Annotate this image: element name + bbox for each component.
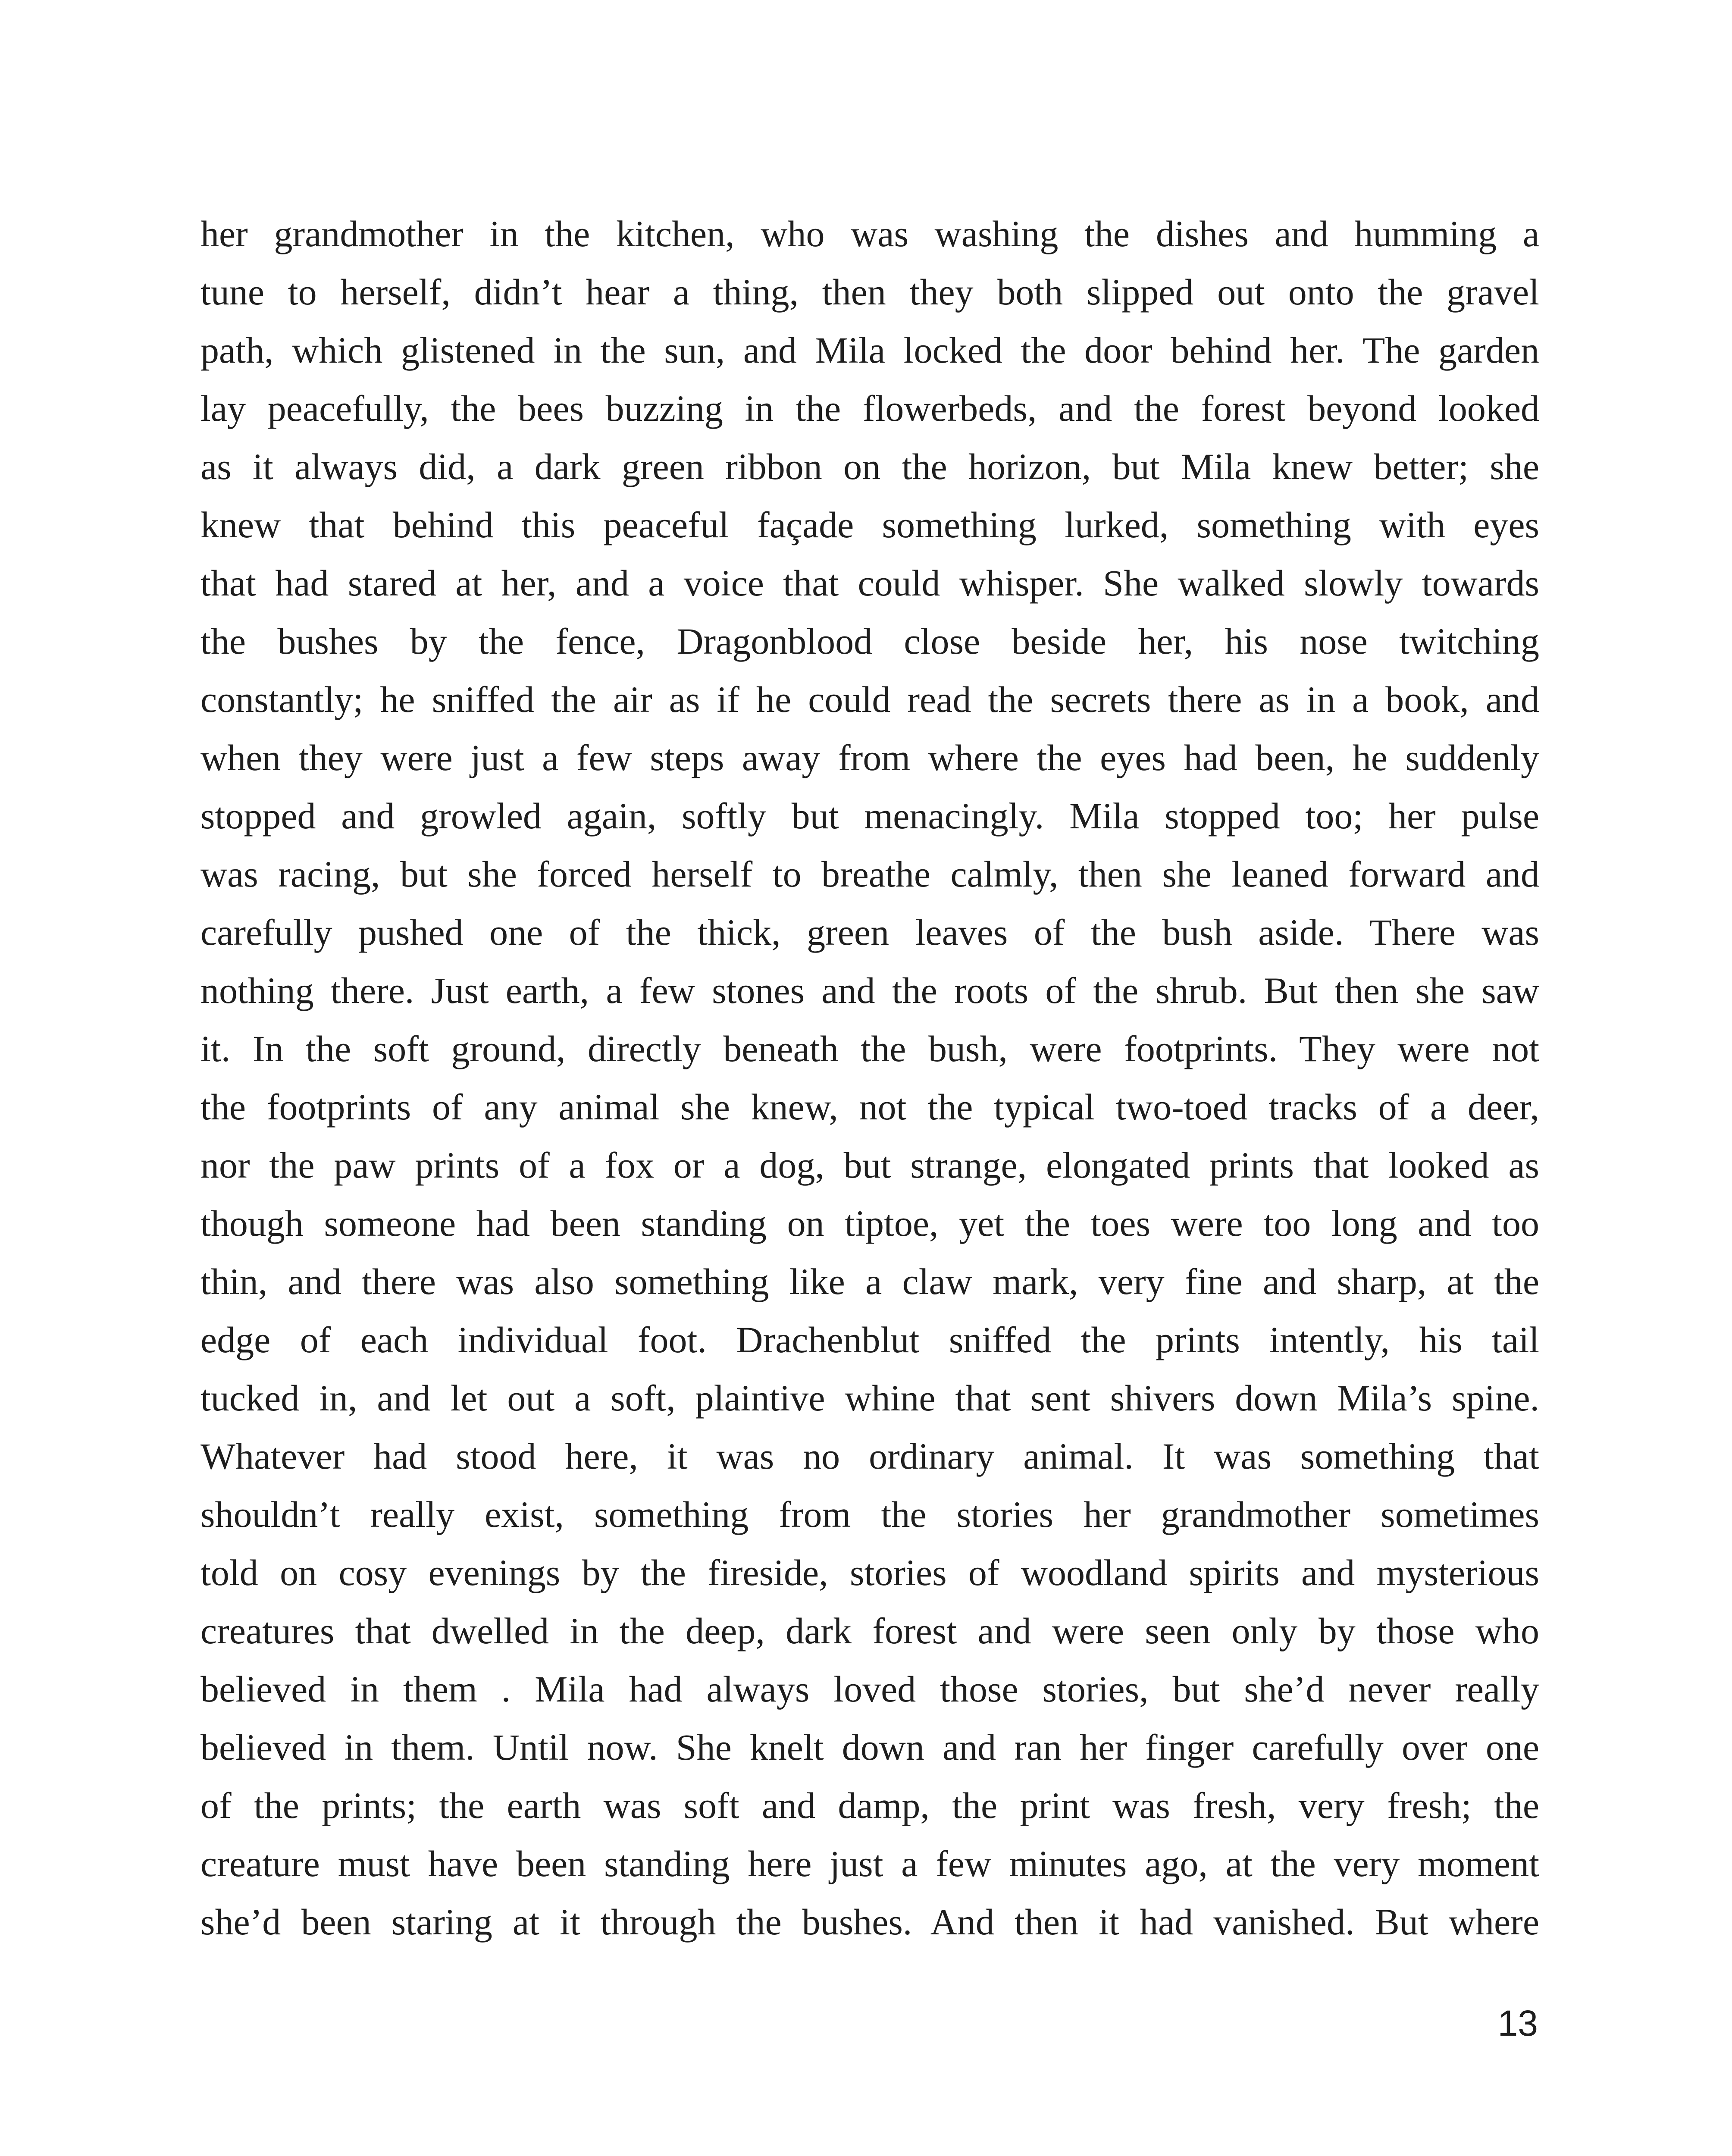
text-line: lay peacefully, the bees buzzing in the flowerbeds, and the forest beyond looked: [200, 388, 1539, 429]
text-line: as it always did, a dark green ribbon on the horizon, but Mila knew better; she: [200, 446, 1539, 487]
text-line: creatures that dwelled in the deep, dark forest and were seen only by those who: [200, 1610, 1539, 1651]
text-line: edge of each individual foot. Drachenblut sniffed the prints intently, his tail: [200, 1319, 1539, 1360]
text-line: it. In the soft ground, directly beneath the bush, were footprints. They were not: [200, 1028, 1539, 1069]
text-line: creature must have been standing here just a few minutes ago, at the very moment: [200, 1843, 1539, 1884]
text-line: knew that behind this peaceful façade something lurked, something with eyes: [200, 504, 1539, 545]
text-line: nor the paw prints of a fox or a dog, but strange, elongated prints that looked as: [200, 1144, 1539, 1186]
body-text: [200, 205, 1539, 1951]
text-line: tucked in, and let out a soft, plaintive whine that sent shivers down Mila’s spine.: [200, 1377, 1539, 1419]
text-line: that had stared at her, and a voice that could whisper. She walked slowly towards: [200, 562, 1539, 604]
text-line: her grandmother in the kitchen, who was washing the dishes and humming a: [200, 213, 1539, 254]
text-line: constantly; he sniffed the air as if he could read the secrets there as in a book, and: [200, 679, 1539, 720]
text-line: of the prints; the earth was soft and damp, the print was fresh, very fresh; the: [200, 1785, 1539, 1826]
page-number: 13: [1497, 2003, 1538, 2043]
text-line: was racing, but she forced herself to breathe calmly, then she leaned forward and: [200, 853, 1539, 895]
text-line: tune to herself, didn’t hear a thing, then they both slipped out onto the gravel: [200, 271, 1539, 313]
text-line: believed in them . Mila had always loved those stories, but she’d never really: [200, 1668, 1539, 1710]
text-line: Whatever had stood here, it was no ordinary animal. It was something that: [200, 1435, 1539, 1477]
text-line: path, which glistened in the sun, and Mila locked the door behind her. The garden: [200, 329, 1539, 371]
text-line: shouldn’t really exist, something from the stories her grandmother sometimes: [200, 1494, 1539, 1535]
text-line: the bushes by the fence, Dragonblood close beside her, his nose twitching: [200, 620, 1539, 662]
text-line: stopped and growled again, softly but menacingly. Mila stopped too; her pulse: [200, 795, 1539, 837]
text-line: carefully pushed one of the thick, green leaves of the bush aside. There was: [200, 912, 1539, 953]
text-line: thin, and there was also something like a claw mark, very fine and sharp, at the: [200, 1261, 1539, 1302]
text-line: the footprints of any animal she knew, not the typical two-toed tracks of a deer,: [200, 1086, 1539, 1128]
text-line: though someone had been standing on tiptoe, yet the toes were too long and too: [200, 1203, 1539, 1244]
text-line: nothing there. Just earth, a few stones and the roots of the shrub. But then she saw: [200, 970, 1539, 1011]
text-line: she’d been staring at it through the bushes. And then it had vanished. But where: [200, 1901, 1539, 1943]
text-line: told on cosy evenings by the fireside, stories of woodland spirits and mysterious: [200, 1552, 1539, 1593]
text-line: when they were just a few steps away from where the eyes had been, he suddenly: [200, 737, 1539, 778]
text-line: believed in them. Until now. She knelt down and ran her finger carefully over one: [200, 1727, 1539, 1768]
